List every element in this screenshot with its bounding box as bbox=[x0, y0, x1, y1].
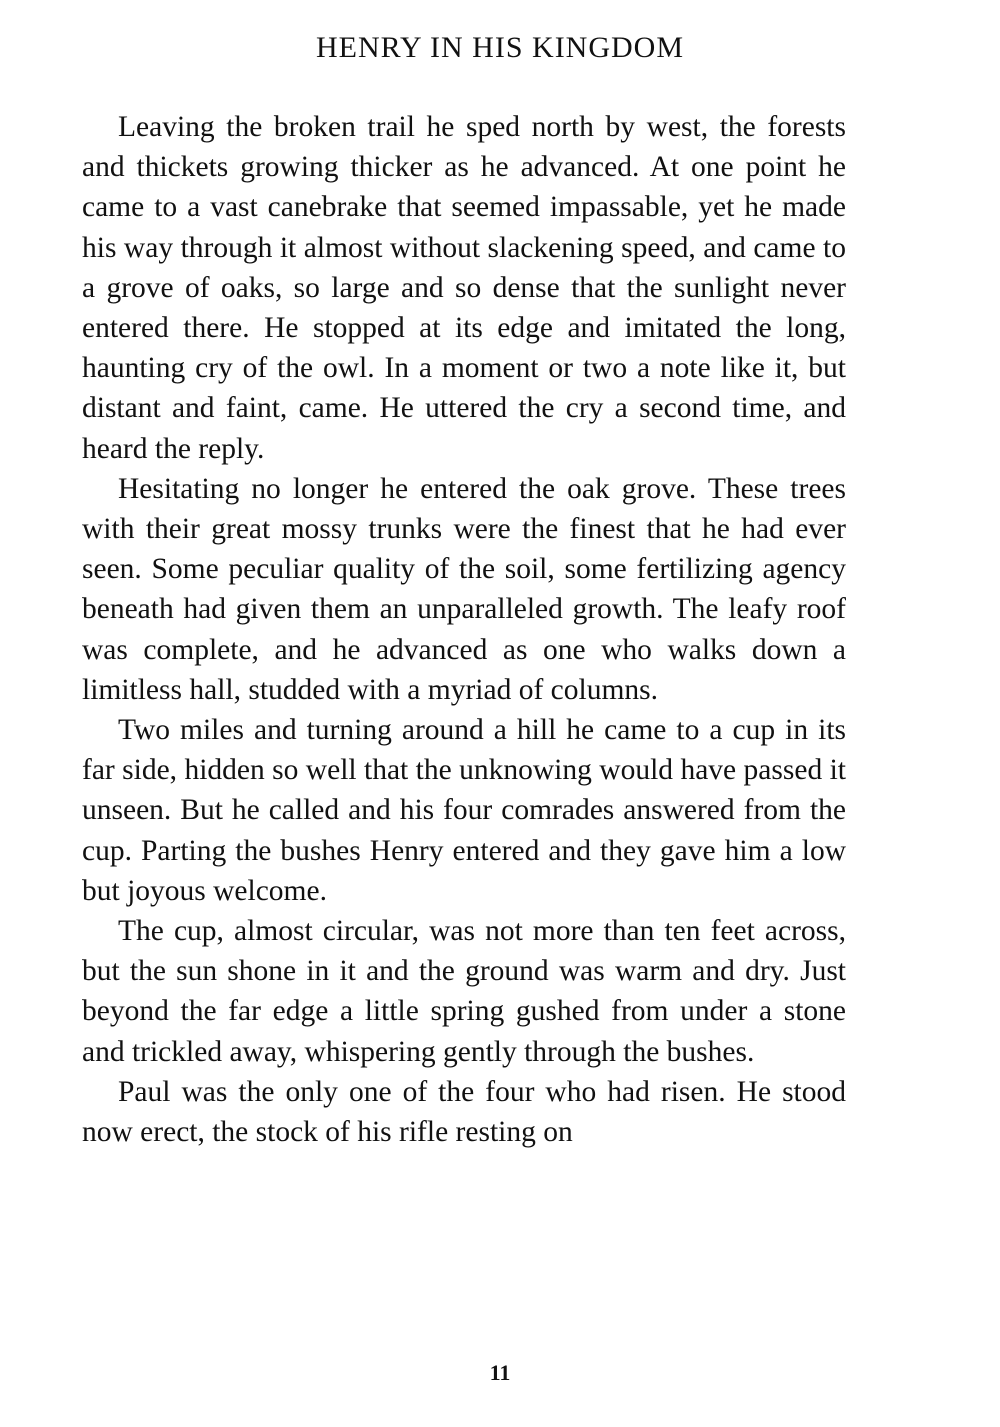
paragraph: Hesitating no longer he entered the oak grove. These trees with their great mossy trunks were the finest that he had ever seen. Some peculiar quality of the soil, some fertilizing agency beneath had given them an unparalleled growth. The leafy roof was complete, and he advanced as one who walks down a limitless hall, studded with a myriad of columns. bbox=[82, 472, 846, 706]
page-number: 11 bbox=[489, 1360, 511, 1385]
paragraph: The cup, almost circular, was not more than ten feet across, but the sun shone in it and the ground was warm and dry. Just beyond the far edge a little spring gushed from under a stone and trickled away, whispering gently through the bushes. bbox=[82, 915, 846, 1068]
paragraph: Paul was the only one of the four who had risen. He stood now erect, the stock of his rifle resting on bbox=[82, 1075, 846, 1149]
running-head: HENRY IN HIS KINGDOM bbox=[315, 31, 685, 64]
paragraph: Two miles and turning around a hill he came to a cup in its far side, hidden so well that the unknowing would have passed it unseen. But he called and his four comrades answered from the cup. Parting the bushes Henry entered and they gave him a low but joyous welcome. bbox=[82, 714, 846, 907]
body-text bbox=[82, 107, 846, 1152]
paragraph: Leaving the broken trail he sped north by west, the forests and thickets growing thicker as he advanced. At one point he came to a vast canebrake that seemed impassable, yet he made his way through it almost without slackening speed, and came to a grove of oaks, so large and so dense that the sunlight never entered there. He stopped at its edge and imitated the long, haunting cry of the owl. In a moment or two a note like it, but distant and faint, came. He uttered the cry a second time, and heard the reply. bbox=[82, 111, 846, 465]
